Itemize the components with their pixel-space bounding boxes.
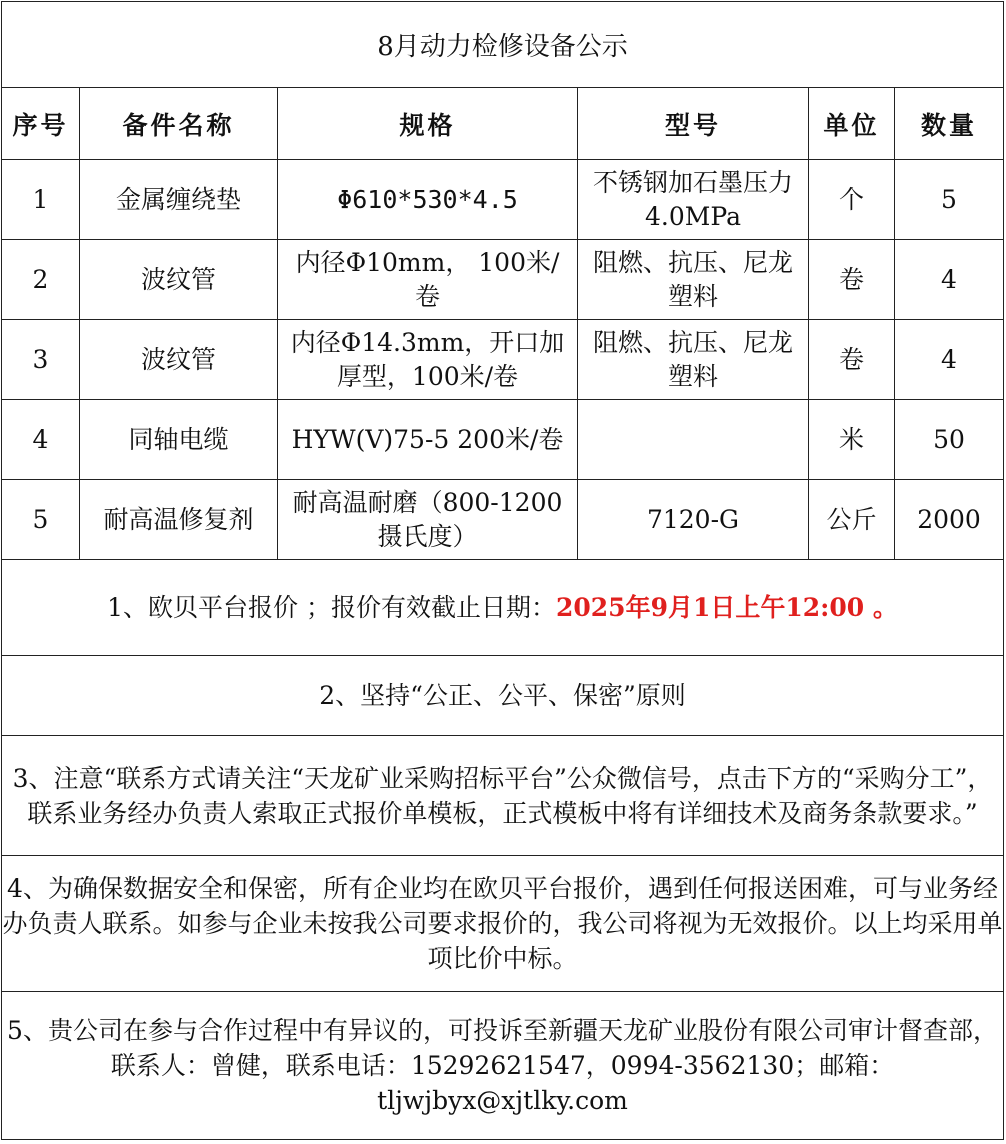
cell-model bbox=[578, 240, 809, 320]
cell-no: 4 bbox=[2, 400, 80, 480]
header-model: 型号 bbox=[578, 88, 809, 160]
note-5: 5、贵公司在参与合作过程中有异议的，可投诉至新疆天龙矿业股份有限公司审计督查部，联系人：曾健，联系电话：15292621547，0994-3562130；邮箱：tljwjbyx@xjtlky.com bbox=[2, 992, 1004, 1140]
header-qty: 数量 bbox=[895, 88, 1004, 160]
cell-name: 耐高温修复剂 bbox=[80, 480, 278, 560]
cell-name: 波纹管 bbox=[80, 240, 278, 320]
cell-spec-text: 内径Φ14.3mm，开口加厚型，100米/卷 bbox=[290, 327, 565, 391]
cell-qty: 2000 bbox=[895, 480, 1004, 560]
cell-name: 同轴电缆 bbox=[80, 400, 278, 480]
note-row-2 bbox=[2, 656, 1004, 736]
cell-model bbox=[578, 400, 809, 480]
header-no: 序号 bbox=[2, 88, 80, 160]
cell-no: 1 bbox=[2, 160, 80, 240]
cell-spec bbox=[278, 160, 578, 240]
header-name: 备件名称 bbox=[80, 88, 278, 160]
cell-spec bbox=[278, 400, 578, 480]
cell-spec bbox=[278, 320, 578, 400]
cell-no: 5 bbox=[2, 480, 80, 560]
cell-spec-text: HYW(V)75-5 200米/卷 bbox=[291, 424, 564, 454]
equipment-table bbox=[1, 1, 1004, 1140]
cell-spec bbox=[278, 480, 578, 560]
cell-model-text: 不锈钢加石墨压力4.0MPa bbox=[593, 167, 794, 231]
cell-spec-text: Φ610*530*4.5 bbox=[337, 184, 518, 214]
table-row bbox=[2, 240, 1004, 320]
cell-spec-text: 耐高温耐磨（800-1200摄氏度） bbox=[292, 487, 563, 551]
cell-model-text: 阻燃、抗压、尼龙塑料 bbox=[592, 327, 793, 391]
page-title: 8月动力检修设备公示 bbox=[2, 2, 1004, 88]
cell-unit: 卷 bbox=[809, 240, 895, 320]
cell-qty: 4 bbox=[895, 320, 1004, 400]
table-row bbox=[2, 320, 1004, 400]
note-row-5 bbox=[2, 992, 1004, 1140]
note-row-1 bbox=[2, 560, 1004, 656]
cell-qty: 5 bbox=[895, 160, 1004, 240]
cell-unit: 卷 bbox=[809, 320, 895, 400]
cell-spec-text: 内径Φ10mm， 100米/卷 bbox=[295, 247, 560, 311]
table-row bbox=[2, 480, 1004, 560]
note-1-deadline: 2025年9月1日上午12:00 。 bbox=[555, 593, 898, 622]
cell-name: 金属缠绕垫 bbox=[80, 160, 278, 240]
note-2: 2、坚持“公正、公平、保密”原则 bbox=[2, 656, 1004, 736]
note-4: 4、为确保数据安全和保密，所有企业均在欧贝平台报价，遇到任何报送困难，可与业务经办负责人联系。如参与企业未按我公司要求报价的，我公司将视为无效报价。以上均采用单项比价中标。 bbox=[2, 856, 1004, 992]
cell-model bbox=[578, 160, 809, 240]
note-row-3 bbox=[2, 736, 1004, 856]
cell-no: 2 bbox=[2, 240, 80, 320]
cell-qty: 4 bbox=[895, 240, 1004, 320]
cell-model-text: 阻燃、抗压、尼龙塑料 bbox=[592, 247, 793, 311]
note-1 bbox=[2, 560, 1004, 656]
note-1-text: 1、欧贝平台报价 ；报价有效截止日期： bbox=[107, 593, 556, 622]
cell-model bbox=[578, 320, 809, 400]
cell-unit: 个 bbox=[809, 160, 895, 240]
header-spec: 规格 bbox=[278, 88, 578, 160]
cell-spec bbox=[278, 240, 578, 320]
cell-unit: 米 bbox=[809, 400, 895, 480]
header-unit: 单位 bbox=[809, 88, 895, 160]
cell-model: 7120-G bbox=[578, 480, 809, 560]
cell-no: 3 bbox=[2, 320, 80, 400]
cell-unit: 公斤 bbox=[809, 480, 895, 560]
table-row bbox=[2, 160, 1004, 240]
note-row-4 bbox=[2, 856, 1004, 992]
cell-qty: 50 bbox=[895, 400, 1004, 480]
table-header-row bbox=[2, 88, 1004, 160]
cell-name: 波纹管 bbox=[80, 320, 278, 400]
note-3: 3、注意“联系方式请关注“天龙矿业采购招标平台”公众微信号，点击下方的“采购分工”，联系业务经办负责人索取正式报价单模板，正式模板中将有详细技术及商务条款要求。” bbox=[2, 736, 1004, 856]
table-row bbox=[2, 400, 1004, 480]
